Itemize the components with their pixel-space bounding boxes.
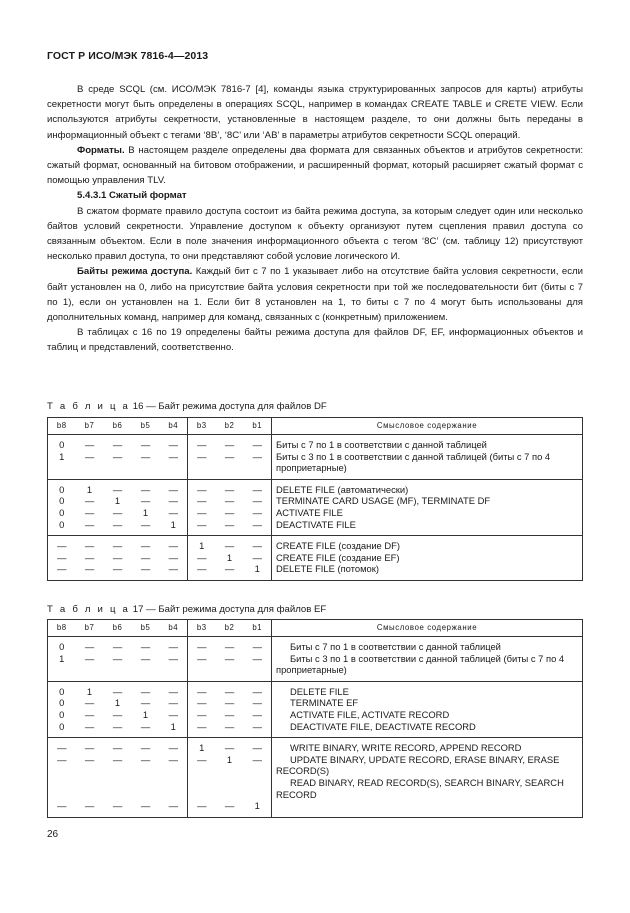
- bit-value: —: [140, 742, 151, 754]
- bit-value: 0: [59, 518, 65, 530]
- bit-value: [188, 777, 216, 800]
- meaning-cell: [272, 435, 583, 480]
- bit-value: —: [168, 450, 178, 462]
- bit-cell-b8: [48, 637, 76, 682]
- bit-value: —: [252, 753, 262, 765]
- bit-value: 1: [86, 685, 93, 697]
- bit-value: 1: [114, 495, 121, 507]
- column-header-b2: b2: [216, 418, 244, 435]
- bit-cell-b6: [104, 479, 132, 535]
- access-mode-term: Байты режима доступа.: [77, 266, 193, 278]
- bit-value: —: [84, 720, 95, 732]
- bit-value: —: [112, 708, 123, 720]
- bit-value: —: [224, 450, 235, 462]
- bit-cell-b7: [76, 637, 104, 682]
- bit-cell-b3: [188, 536, 216, 581]
- bit-value: —: [84, 697, 95, 709]
- meaning-cell: [272, 536, 583, 581]
- table-row: [48, 738, 583, 818]
- meaning-line: ACTIVATE FILE: [276, 506, 343, 518]
- bit-cell-b5: [132, 536, 160, 581]
- bit-value: —: [168, 753, 178, 765]
- bit-value: 1: [199, 540, 205, 552]
- formats-text: В настоящем разделе определены два формата для связанных объектов и атрибутов секретности: сжатый формат, основанный на битовом отображении, и расширенный формат, который расширяет сжатый формат с помощью управления TLV.: [47, 144, 583, 187]
- bit-cell-b4: [160, 536, 188, 581]
- table17-caption: [47, 604, 326, 615]
- bit-cell-b5: [132, 681, 160, 737]
- meaning-line: Биты с 7 по 1 в соответствии с данной таблицей: [276, 439, 487, 450]
- bit-cell-b6: [104, 536, 132, 581]
- bit-cell-b4: [160, 479, 188, 535]
- meaning-line: CREATE FILE (создание DF): [276, 540, 400, 552]
- bit-cell-b8: [48, 681, 76, 737]
- bit-value: —: [84, 800, 95, 812]
- bit-value: —: [252, 708, 262, 720]
- bit-value: —: [197, 439, 207, 450]
- bit-value: 0: [59, 506, 65, 518]
- bit-value: —: [197, 753, 207, 765]
- bit-value: 1: [86, 483, 93, 495]
- bit-cell-b3: [188, 435, 216, 480]
- bit-value: —: [224, 742, 235, 754]
- column-header-b3: b3: [188, 620, 216, 637]
- body-text: [47, 82, 583, 356]
- bit-value: —: [57, 800, 67, 812]
- bit-value: —: [140, 652, 151, 664]
- bit-value: 1: [254, 563, 260, 575]
- bit-value: —: [84, 450, 95, 462]
- access-mode-text: Каждый бит с 7 по 1 указывает либо на отсутствие байта условия секретности, если байт установлен на 0, либо на присутствие байта условия секретности при той же последовательности бит (биты с 7 по 1), если он установлен на 1. Если бит 8 установлен на 1, то биты с 7 по 4 могут быть использованы для дополнительных команд, например для команд, связанных с (конкретным) приложением.: [47, 266, 583, 324]
- bit-cell-b7: [76, 536, 104, 581]
- bit-value: [160, 777, 188, 800]
- bit-cell-b8: [48, 738, 76, 818]
- bit-value: 1: [142, 708, 149, 720]
- bit-value: —: [252, 483, 262, 495]
- bit-value: —: [140, 518, 151, 530]
- table16-caption: [47, 401, 327, 412]
- bit-cell-b5: [132, 738, 160, 818]
- bit-cell-b4: [160, 435, 188, 480]
- bit-value: 0: [59, 708, 65, 720]
- bit-value: —: [168, 652, 178, 664]
- bit-value: —: [252, 518, 262, 530]
- column-header-b4: b4: [160, 418, 188, 435]
- bit-value: —: [140, 753, 151, 765]
- bit-value: —: [140, 483, 151, 495]
- meaning-line: DELETE FILE (потомок): [276, 563, 379, 575]
- bit-value: [48, 777, 76, 800]
- bit-cell-b6: [104, 637, 132, 682]
- table16-caption-text: 16 — Байт режима доступа для файлов DF: [130, 401, 327, 412]
- meaning-line: Биты с 3 по 1 в соответствии с данной таблицей (биты с 7 по 4 проприетарные): [276, 652, 565, 676]
- bit-cell-b8: [48, 536, 76, 581]
- bit-value: —: [84, 518, 95, 530]
- bit-value: —: [112, 685, 123, 697]
- bit-value: —: [84, 495, 95, 507]
- bit-value: —: [168, 439, 178, 450]
- bit-value: —: [84, 506, 95, 518]
- bit-value: —: [84, 742, 95, 754]
- bit-cell-b6: [104, 738, 132, 818]
- bit-cell-b2: [216, 479, 244, 535]
- bit-value: 1: [114, 697, 121, 709]
- table-row: [48, 479, 583, 535]
- table-row: [48, 435, 583, 480]
- bit-value: —: [140, 800, 151, 812]
- bit-value: —: [224, 708, 235, 720]
- bit-value: —: [112, 753, 123, 765]
- bit-value: —: [84, 540, 95, 552]
- bit-value: —: [224, 483, 235, 495]
- column-header-b1: b1: [244, 620, 272, 637]
- bit-value: —: [224, 495, 235, 507]
- table-header-row: [48, 418, 583, 435]
- bit-value: —: [112, 800, 123, 812]
- section-heading: 5.4.3.1 Сжатый формат: [77, 190, 187, 202]
- bit-cell-b3: [188, 637, 216, 682]
- bit-cell-b1: [244, 738, 272, 818]
- bit-value: —: [197, 720, 207, 732]
- bit-cell-b4: [160, 738, 188, 818]
- bit-cell-b2: [216, 435, 244, 480]
- bit-cell-b2: [216, 536, 244, 581]
- bit-value: —: [168, 708, 178, 720]
- bit-value: —: [57, 551, 67, 563]
- meaning-line: DEACTIVATE FILE: [276, 518, 356, 530]
- table-row: [48, 637, 583, 682]
- bit-value: —: [168, 800, 178, 812]
- bit-value: —: [224, 685, 235, 697]
- bit-cell-b5: [132, 435, 160, 480]
- bit-value: —: [112, 483, 123, 495]
- column-header-b1: b1: [244, 418, 272, 435]
- bit-value: —: [197, 697, 207, 709]
- bit-cell-b8: [48, 479, 76, 535]
- bit-cell-b8: [48, 435, 76, 480]
- bit-value: —: [224, 518, 235, 530]
- bit-value: —: [112, 641, 123, 652]
- column-header-b3: b3: [188, 418, 216, 435]
- bit-value: —: [57, 753, 67, 765]
- bit-value: —: [140, 540, 151, 552]
- bit-value: —: [252, 652, 262, 664]
- bit-value: —: [140, 720, 151, 732]
- bit-cell-b1: [244, 536, 272, 581]
- paragraph-compact-format: В сжатом формате правило доступа состоит из байта режима доступа, за которым следует один или несколько байтов условий секретности. Управление доступом к объекту организуют путем сцепления правил доступа со связанным объектом. Если в поле значения информационного объекта с тегом ‘8C’ (см. таблицу 12) присутствуют несколько правил доступа, то они представляют собой условие логического И.: [47, 205, 583, 263]
- meaning-line: DEACTIVATE FILE, DEACTIVATE RECORD: [290, 720, 476, 732]
- bit-value: —: [140, 641, 151, 652]
- bit-value: —: [224, 439, 235, 450]
- bit-value: —: [112, 563, 123, 575]
- bit-value: —: [112, 518, 123, 530]
- formats-term: Форматы.: [77, 144, 125, 156]
- bit-cell-b5: [132, 637, 160, 682]
- page-number: 26: [47, 829, 59, 840]
- bit-value: —: [252, 641, 262, 652]
- bit-value: —: [252, 540, 262, 552]
- paragraph-tables-ref: В таблицах с 16 по 19 определены байты режима доступа для файлов DF, EF, информационных объектов и таблиц и представлений, соответственно.: [47, 327, 583, 354]
- bit-value: —: [224, 641, 235, 652]
- bit-value: —: [140, 439, 151, 450]
- bit-cell-b2: [216, 738, 244, 818]
- bit-value: —: [57, 742, 67, 754]
- bit-value: —: [224, 506, 235, 518]
- bit-value: —: [112, 540, 123, 552]
- column-header-b6: b6: [104, 620, 132, 637]
- bit-value: —: [168, 551, 178, 563]
- bit-value: —: [112, 450, 123, 462]
- bit-cell-b6: [104, 681, 132, 737]
- bit-cell-b5: [132, 479, 160, 535]
- meaning-line: WRITE BINARY, WRITE RECORD, APPEND RECORD: [290, 742, 522, 754]
- bit-cell-b7: [76, 435, 104, 480]
- bit-value: —: [140, 563, 151, 575]
- meaning-cell: [272, 637, 583, 682]
- bit-cell-b1: [244, 479, 272, 535]
- bit-value: —: [252, 551, 262, 563]
- bit-value: —: [168, 483, 178, 495]
- meaning-line: CREATE FILE (создание EF): [276, 551, 400, 563]
- bit-value: —: [224, 652, 235, 664]
- paragraph-scql: В среде SCQL (см. ИСО/МЭК 7816-7 [4], команды языка структурированных запросов для карты) атрибуты секретности могут быть определены в операциях SCQL, например в командах CREATE TABLE и CRETE VIEW. Если используются атрибуты секретности, установленные в настоящем разделе, то они должны быть переданы в информационный объект с тегами ‘8B’, ‘8C’ или ‘AB’ в параметры атрибутов секретности SCQL операций.: [47, 84, 583, 141]
- meaning-line: TERMINATE CARD USAGE (MF), TERMINATE DF: [276, 495, 491, 507]
- bit-value: —: [197, 483, 207, 495]
- bit-value: —: [197, 652, 207, 664]
- bit-value: —: [168, 506, 178, 518]
- table-header-row: [48, 620, 583, 637]
- bit-cell-b4: [160, 681, 188, 737]
- bit-value: 1: [199, 742, 205, 754]
- meaning-cell: [272, 479, 583, 535]
- bit-value: —: [252, 506, 262, 518]
- table-row: [48, 536, 583, 581]
- bit-value: 1: [170, 720, 176, 732]
- bit-value: —: [197, 518, 207, 530]
- bit-value: —: [84, 652, 95, 664]
- meaning-cell: [272, 738, 583, 818]
- bit-value: [216, 777, 244, 800]
- bit-value: 0: [59, 641, 65, 652]
- bit-value: —: [168, 563, 178, 575]
- meaning-line: Биты с 3 по 1 в соответствии с данной таблицей (биты с 7 по 4 проприетарные): [276, 450, 551, 474]
- table17-caption-text: 17 — Байт режима доступа для файлов EF: [130, 604, 327, 615]
- table17-caption-prefix: Т а б л и ц а: [47, 604, 131, 615]
- column-header-b4: b4: [160, 620, 188, 637]
- meaning-line: UPDATE BINARY, UPDATE RECORD, ERASE BINARY, ERASE RECORD(S): [276, 753, 560, 777]
- bit-value: 0: [59, 483, 65, 495]
- bit-value: —: [168, 685, 178, 697]
- bit-value: —: [168, 697, 178, 709]
- bit-value: —: [224, 563, 235, 575]
- meaning-line: ACTIVATE FILE, ACTIVATE RECORD: [290, 708, 450, 720]
- bit-cell-b3: [188, 738, 216, 818]
- bit-value: 0: [59, 685, 65, 697]
- bit-value: —: [140, 551, 151, 563]
- column-header-meaning: Смысловое содержание: [272, 418, 583, 435]
- bit-value: —: [224, 540, 235, 552]
- bit-cell-b3: [188, 681, 216, 737]
- table17-access-mode-ef: [47, 619, 583, 818]
- bit-value: —: [84, 753, 95, 765]
- bit-cell-b2: [216, 637, 244, 682]
- bit-value: —: [112, 652, 123, 664]
- meaning-line: Биты с 7 по 1 в соответствии с данной таблицей: [290, 641, 501, 652]
- table-row: [48, 681, 583, 737]
- bit-cell-b3: [188, 479, 216, 535]
- bit-value: —: [168, 495, 178, 507]
- bit-value: —: [197, 506, 207, 518]
- bit-value: —: [224, 697, 235, 709]
- bit-value: [132, 777, 160, 800]
- bit-value: 0: [59, 720, 65, 732]
- bit-value: —: [140, 685, 151, 697]
- bit-value: —: [197, 495, 207, 507]
- bit-value: —: [252, 450, 262, 462]
- meaning-line: DELETE FILE: [290, 685, 349, 697]
- bit-value: —: [140, 697, 151, 709]
- bit-value: 1: [254, 800, 260, 812]
- column-header-b5: b5: [132, 620, 160, 637]
- document-header: ГОСТ Р ИСО/МЭК 7816-4—2013: [47, 50, 209, 62]
- bit-cell-b6: [104, 435, 132, 480]
- bit-value: 1: [142, 506, 149, 518]
- bit-value: [244, 777, 272, 800]
- bit-value: —: [57, 563, 67, 575]
- bit-value: —: [197, 685, 207, 697]
- paragraph-formats: [47, 143, 583, 189]
- meaning-line: TERMINATE EF: [290, 697, 359, 709]
- bit-value: —: [252, 742, 262, 754]
- bit-value: [104, 777, 132, 800]
- bit-value: 0: [59, 495, 65, 507]
- column-header-b8: b8: [48, 418, 76, 435]
- bit-value: [76, 777, 104, 800]
- bit-value: —: [197, 708, 207, 720]
- bit-value: —: [197, 641, 207, 652]
- column-header-meaning: Смысловое содержание: [272, 620, 583, 637]
- bit-cell-b1: [244, 435, 272, 480]
- bit-value: —: [252, 697, 262, 709]
- column-header-b5: b5: [132, 418, 160, 435]
- bit-value: —: [84, 563, 95, 575]
- bit-value: 1: [226, 551, 233, 563]
- column-header-b7: b7: [76, 620, 104, 637]
- bit-value: —: [168, 641, 178, 652]
- bit-cell-b7: [76, 681, 104, 737]
- column-header-b8: b8: [48, 620, 76, 637]
- bit-value: —: [84, 641, 95, 652]
- bit-cell-b1: [244, 681, 272, 737]
- bit-value: —: [168, 540, 178, 552]
- bit-value: —: [112, 551, 123, 563]
- bit-value: —: [112, 506, 123, 518]
- bit-value: —: [252, 439, 262, 450]
- column-header-b2: b2: [216, 620, 244, 637]
- bit-value: —: [57, 540, 67, 552]
- bit-value: —: [140, 450, 151, 462]
- bit-value: 1: [170, 518, 176, 530]
- bit-value: —: [168, 742, 178, 754]
- bit-cell-b1: [244, 637, 272, 682]
- paragraph-access-mode: [47, 264, 583, 325]
- bit-value: —: [112, 439, 123, 450]
- meaning-cell: [272, 681, 583, 737]
- bit-cell-b2: [216, 681, 244, 737]
- column-header-b6: b6: [104, 418, 132, 435]
- bit-value: 1: [226, 753, 233, 765]
- bit-value: —: [197, 800, 207, 812]
- bit-value: —: [84, 708, 95, 720]
- bit-value: —: [224, 720, 235, 732]
- bit-value: 0: [59, 697, 65, 709]
- bit-cell-b7: [76, 479, 104, 535]
- bit-cell-b4: [160, 637, 188, 682]
- meaning-line: DELETE FILE (автоматически): [276, 483, 409, 495]
- table16-caption-prefix: Т а б л и ц а: [47, 401, 131, 412]
- bit-value: —: [197, 563, 207, 575]
- bit-value: —: [252, 495, 262, 507]
- bit-value: —: [197, 450, 207, 462]
- bit-value: —: [84, 551, 95, 563]
- bit-value: —: [252, 685, 262, 697]
- table16-access-mode-df: [47, 417, 583, 581]
- bit-value: —: [197, 551, 207, 563]
- bit-value: 1: [59, 450, 65, 462]
- bit-cell-b7: [76, 738, 104, 818]
- bit-value: —: [112, 742, 123, 754]
- bit-value: —: [112, 720, 123, 732]
- meaning-line: READ BINARY, READ RECORD(S), SEARCH BINARY, SEARCH RECORD: [276, 776, 564, 800]
- bit-value: —: [84, 439, 95, 450]
- bit-value: 1: [59, 652, 65, 664]
- bit-value: —: [252, 720, 262, 732]
- bit-value: —: [140, 495, 151, 507]
- column-header-b7: b7: [76, 418, 104, 435]
- bit-value: —: [224, 800, 235, 812]
- bit-value: 0: [59, 439, 65, 450]
